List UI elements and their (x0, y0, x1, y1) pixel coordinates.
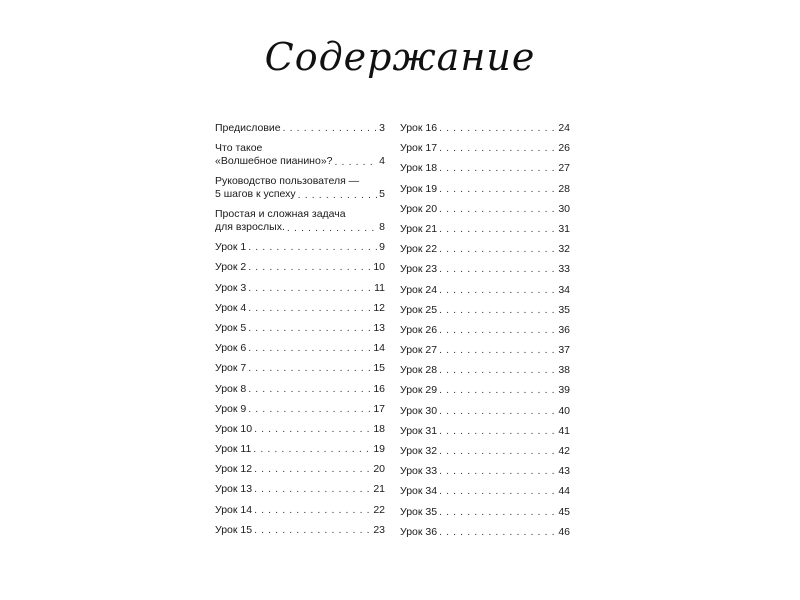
toc-entry-label: Урок 18 (400, 162, 438, 175)
toc-entry-label: Урок 17 (400, 142, 438, 155)
dot-leader (439, 243, 556, 255)
toc-page-number: 41 (558, 424, 570, 437)
toc-entry[interactable] (400, 463, 570, 483)
dot-leader (439, 304, 556, 316)
toc-entry[interactable] (215, 522, 385, 542)
toc-entry[interactable] (400, 261, 570, 281)
toc-entry-label: Урок 20 (400, 202, 438, 215)
toc-entry-label: Урок 29 (400, 384, 438, 397)
dot-leader (283, 122, 378, 134)
dot-leader (254, 423, 371, 435)
toc-entry-label: Урок 4 (215, 301, 247, 314)
dot-leader (248, 383, 371, 395)
toc-entry-label: Урок 6 (215, 342, 247, 355)
toc-page-number: 15 (373, 362, 385, 375)
dot-leader (254, 483, 371, 495)
toc-page-number: 39 (558, 384, 570, 397)
toc-entry-label: Урок 23 (400, 263, 438, 276)
dot-leader (439, 162, 556, 174)
dot-leader (248, 403, 371, 415)
toc-entry-label: Урок 7 (215, 362, 247, 375)
toc-entry-label-line: Что такое (215, 142, 263, 155)
toc-entry[interactable] (215, 120, 385, 140)
toc-page-number: 19 (373, 443, 385, 456)
toc-page-number: 44 (558, 485, 570, 498)
toc-entry[interactable] (215, 360, 385, 380)
dot-leader (248, 362, 371, 374)
dot-leader (439, 324, 556, 336)
toc-page-number: 40 (558, 404, 570, 417)
toc-page-number: 26 (558, 142, 570, 155)
dot-leader (248, 241, 377, 253)
toc-page-number: 43 (558, 465, 570, 478)
toc-page-number: 28 (558, 182, 570, 195)
toc-entry-label: Урок 28 (400, 364, 438, 377)
toc-page-number: 23 (373, 523, 385, 536)
toc-page-number: 17 (373, 402, 385, 415)
toc-entry-label: Урок 25 (400, 303, 438, 316)
toc-page-number: 35 (558, 303, 570, 316)
toc-entry[interactable] (400, 403, 570, 423)
toc-entry[interactable] (215, 280, 385, 300)
toc-entry[interactable] (215, 300, 385, 320)
toc-page-number: 3 (379, 122, 385, 134)
toc-entry-label: Урок 19 (400, 182, 438, 195)
toc-entry-label: Урок 35 (400, 505, 438, 518)
toc-page-number: 30 (558, 202, 570, 215)
dot-leader (439, 364, 556, 376)
dot-leader (439, 203, 556, 215)
toc-entry[interactable] (400, 423, 570, 443)
toc-entry[interactable] (215, 481, 385, 501)
toc-entry-label: Урок 1 (215, 241, 247, 254)
toc-page-number: 33 (558, 263, 570, 276)
toc-page-number: 18 (373, 422, 385, 435)
toc-entry-label-line: Руководство пользователя — (215, 175, 360, 188)
toc-entry-label: Предисловие (215, 122, 281, 134)
toc-entry[interactable] (215, 259, 385, 279)
toc-entry[interactable] (400, 483, 570, 503)
dot-leader (439, 445, 556, 457)
dot-leader (439, 405, 556, 417)
toc-entry[interactable] (400, 524, 570, 544)
toc-entry[interactable] (215, 320, 385, 340)
toc-entry-label-line: Простая и сложная задача (215, 208, 346, 221)
dot-leader (248, 302, 371, 314)
toc-entry-last-line (215, 221, 385, 234)
toc-entry[interactable] (215, 461, 385, 481)
toc-entry-label: Урок 11 (215, 443, 252, 456)
toc-page-number: 20 (373, 463, 385, 476)
toc-page-number: 24 (558, 122, 570, 134)
toc-entry[interactable] (400, 382, 570, 402)
dot-leader (248, 322, 371, 334)
toc-entry-label: «Волшебное пианино»? (215, 155, 333, 168)
toc-entry[interactable] (400, 302, 570, 322)
dot-leader (335, 156, 378, 168)
toc-entry[interactable] (215, 206, 385, 239)
dot-leader (439, 142, 556, 154)
toc-entry[interactable] (400, 140, 570, 160)
toc-entry-label: Урок 21 (400, 222, 438, 235)
toc-entry[interactable] (400, 362, 570, 382)
toc-entry-label: Урок 27 (400, 344, 438, 357)
toc-entry-label: Урок 34 (400, 485, 438, 498)
toc-entry[interactable] (215, 381, 385, 401)
toc-entry[interactable] (400, 120, 570, 140)
toc-entry-label: Урок 30 (400, 404, 438, 417)
toc-entry-label: 5 шагов к успеху (215, 188, 296, 201)
toc-page-number: 10 (373, 261, 385, 274)
toc-entry-label: Урок 3 (215, 281, 247, 294)
toc-entry-label: Урок 15 (215, 523, 253, 536)
dot-leader (439, 284, 556, 296)
toc-page-number: 9 (379, 241, 385, 254)
toc-column-right (400, 120, 570, 544)
toc-entry-label: Урок 22 (400, 243, 438, 256)
dot-leader (439, 425, 556, 437)
toc-page-number: 4 (379, 155, 385, 168)
toc-column-left (215, 120, 385, 542)
dot-leader (248, 342, 371, 354)
toc-page-number: 16 (373, 382, 385, 395)
toc-entry[interactable] (215, 502, 385, 522)
dot-leader (253, 443, 371, 455)
toc-page-number: 37 (558, 344, 570, 357)
toc-entry-label: Урок 24 (400, 283, 438, 296)
toc-entry[interactable] (215, 340, 385, 360)
toc-page-number: 27 (558, 162, 570, 175)
toc-entry-label: Урок 5 (215, 321, 247, 334)
toc-entry-label: Урок 31 (400, 424, 438, 437)
toc-page-number: 31 (558, 222, 570, 235)
dot-leader (439, 122, 556, 134)
toc-entry[interactable] (215, 401, 385, 421)
dot-leader (248, 282, 372, 294)
toc-page-number: 46 (558, 525, 570, 538)
toc-entry[interactable] (400, 201, 570, 221)
toc-entry-label: Урок 2 (215, 261, 247, 274)
toc-entry[interactable] (400, 221, 570, 241)
toc-entry-label: Урок 10 (215, 422, 253, 435)
dot-leader (254, 524, 371, 536)
toc-entry-label: Урок 8 (215, 382, 247, 395)
dot-leader (439, 485, 556, 497)
toc-entry-label: Урок 36 (400, 525, 438, 538)
toc-entry[interactable] (215, 421, 385, 441)
dot-leader (439, 526, 556, 538)
toc-entry-label: для взрослых. (215, 221, 285, 234)
toc-page-number: 38 (558, 364, 570, 377)
dot-leader (298, 189, 378, 201)
toc-page-number: 22 (373, 503, 385, 516)
toc-entry[interactable] (215, 140, 385, 173)
dot-leader (439, 506, 556, 518)
dot-leader (439, 263, 556, 275)
toc-entry[interactable] (400, 160, 570, 180)
toc-page-number: 13 (373, 321, 385, 334)
toc-page-number: 8 (379, 221, 385, 234)
dot-leader (439, 465, 556, 477)
dot-leader (439, 344, 556, 356)
dot-leader (439, 384, 556, 396)
page-title: Содержание (264, 35, 536, 79)
dot-leader (254, 463, 371, 475)
toc-entry-last-line (215, 155, 385, 168)
toc-entry[interactable] (400, 342, 570, 362)
dot-leader (439, 183, 556, 195)
toc-page-number: 42 (558, 445, 570, 457)
toc-entry-label: Урок 14 (215, 503, 253, 516)
toc-entry[interactable] (400, 282, 570, 302)
toc-page-number: 32 (558, 243, 570, 256)
toc-entry-label: Урок 12 (215, 463, 253, 476)
dot-leader (439, 223, 556, 235)
toc-entry[interactable] (400, 181, 570, 201)
toc-entry[interactable] (400, 322, 570, 342)
toc-entry-label: Урок 26 (400, 323, 438, 336)
toc-entry[interactable] (215, 239, 385, 259)
toc-entry[interactable] (400, 504, 570, 524)
toc-entry-last-line (215, 188, 385, 201)
toc-entry-label: Урок 9 (215, 402, 247, 415)
dot-leader (254, 504, 371, 516)
toc-entry-label: Урок 32 (400, 445, 438, 457)
dot-leader (248, 261, 371, 273)
toc-page-number: 14 (373, 342, 385, 355)
toc-entry[interactable] (400, 443, 570, 463)
toc-page-number: 45 (558, 505, 570, 518)
toc-page-number: 36 (558, 323, 570, 336)
toc-entry-label: Урок 33 (400, 465, 438, 478)
toc-page-number: 34 (558, 283, 570, 296)
toc-entry-label: Урок 16 (400, 122, 438, 134)
dot-leader (287, 222, 377, 234)
toc-entry[interactable] (215, 173, 385, 206)
toc-page-number: 12 (373, 301, 385, 314)
toc-entry[interactable] (215, 441, 385, 461)
toc-entry-label: Урок 13 (215, 483, 253, 496)
toc-page-number: 11 (374, 281, 385, 294)
toc-entry[interactable] (400, 241, 570, 261)
toc-page-number: 5 (379, 188, 385, 201)
toc-page-number: 21 (373, 483, 385, 496)
